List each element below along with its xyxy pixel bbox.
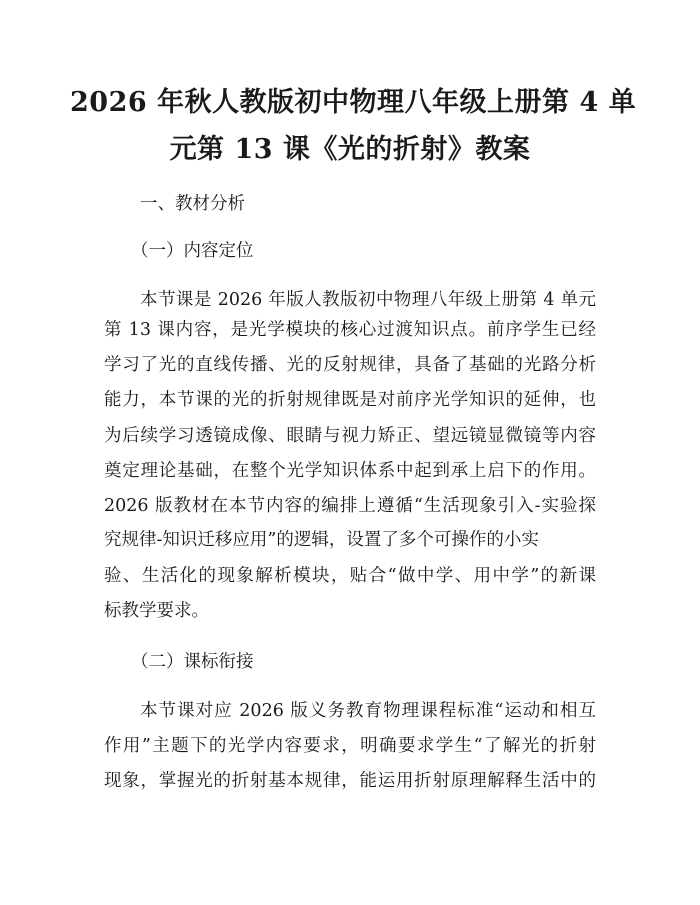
paragraph-2-line: 作用”主题下的光学内容要求，明确要求学生“了解光的折射: [104, 736, 596, 756]
paragraph-1-line: 2026 版教材在本节内容的编排上遵循“生活现象引入-实验探: [104, 496, 596, 516]
paragraph-1-line: 标教学要求。: [104, 601, 209, 621]
paragraph-1-line: 第 13 课内容，是光学模块的核心过渡知识点。前序学生已经: [104, 320, 596, 340]
subsection-heading-curriculum-standards: （二）课标衔接: [131, 652, 254, 672]
subsection-heading-content-positioning: （一）内容定位: [131, 241, 254, 261]
section-heading-textbook-analysis: 一、教材分析: [140, 194, 245, 214]
document-title-line-1: 2026 年秋人教版初中物理八年级上册第 4 单: [70, 87, 637, 118]
paragraph-1-line: 能力，本节课的光的折射规律既是对前序光学知识的延伸，也: [104, 390, 596, 410]
paragraph-1-line: 究规律-知识迁移应用”的逻辑，设置了多个可操作的小实: [104, 530, 539, 550]
paragraph-1-line: 本节课是 2026 年版人教版初中物理八年级上册第 4 单元: [140, 290, 596, 310]
paragraph-1-line: 为后续学习透镜成像、眼睛与视力矫正、望远镜显微镜等内容: [104, 426, 596, 446]
paragraph-1-line: 奠定理论基础，在整个光学知识体系中起到承上启下的作用。: [104, 461, 596, 481]
paragraph-2-line: 现象，掌握光的折射基本规律，能运用折射原理解释生活中的: [104, 771, 596, 791]
paragraph-1-line: 学习了光的直线传播、光的反射规律，具备了基础的光路分析: [104, 355, 596, 375]
paragraph-2-line: 本节课对应 2026 版义务教育物理课程标准“运动和相互: [140, 701, 596, 721]
document-title-line-2: 元第 13 课《光的折射》教案: [169, 134, 531, 165]
paragraph-1-line: 验、生活化的现象解析模块，贴合“做中学、用中学”的新课: [104, 566, 596, 586]
